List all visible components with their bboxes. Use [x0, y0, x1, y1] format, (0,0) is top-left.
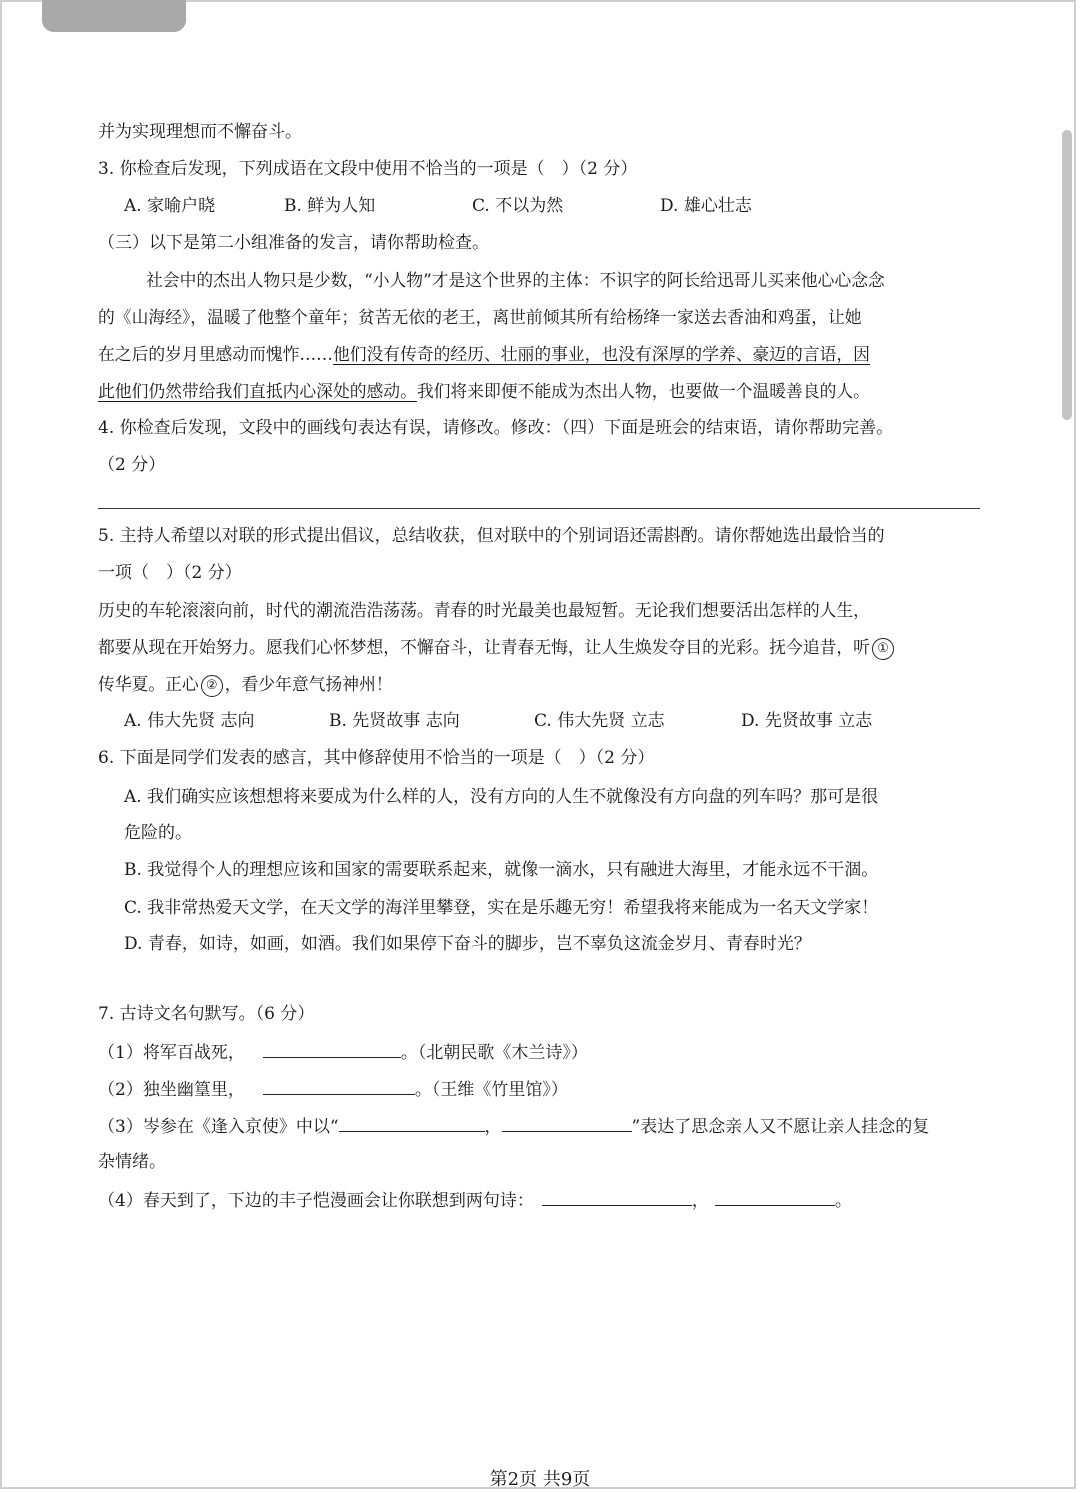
question-7-3	[98, 1113, 929, 1139]
question-5: 5. 主持人希望以对联的形式提出倡议，总结收获，但对联中的个别词语还需斟酌。请你帮她选出最恰当的	[98, 526, 885, 546]
question-5-cont: 一项（ ）（2 分）	[98, 563, 242, 583]
answer-blank[interactable]	[502, 1113, 632, 1132]
section-3-heading: （三）以下是第二小组准备的发言，请你帮助检查。	[98, 233, 489, 253]
option-c: C. 伟大先贤 立志	[534, 711, 665, 731]
question-4-score: （2 分）	[98, 455, 166, 475]
paragraph-text: 传华夏。正心	[98, 674, 199, 694]
text-line: 并为实现理想而不懈奋斗。	[98, 122, 302, 142]
question-7-1	[98, 1039, 588, 1065]
prompt-text: ，	[691, 1191, 709, 1211]
option-c: C. 不以为然	[472, 196, 564, 216]
prompt-text: （1）将军百战死，	[98, 1043, 245, 1063]
answer-blank[interactable]	[263, 1039, 401, 1058]
question-7: 7. 古诗文名句默写。（6 分）	[98, 1004, 315, 1024]
question-7-3-cont: 杂情绪。	[98, 1152, 166, 1172]
question-5-options	[124, 709, 872, 733]
option-b: B. 鲜为人知	[284, 196, 376, 216]
paragraph-text: 我们将来即便不能成为杰出人物，也要做一个温暖善良的人。	[416, 381, 870, 401]
paragraph-line: 的《山海经》，温暖了他整个童年；贫苦无依的老王，离世前倾其所有给杨绛一家送去香油和鸡蛋，让她	[98, 307, 862, 327]
scrollbar-thumb[interactable]	[1062, 130, 1072, 420]
blank-marker-2: ②	[201, 675, 223, 697]
question-6: 6. 下面是同学们发表的感言，其中修辞使用不恰当的一项是（ ）（2 分）	[98, 748, 655, 768]
prompt-text: （4）春天到了，下边的丰子恺漫画会让你联想到两句诗：	[98, 1191, 534, 1211]
option-d: D. 青春，如诗，如画，如酒。我们如果停下奋斗的脚步，岂不辜负这流金岁月、青春时光？	[124, 934, 811, 954]
underlined-sentence: 他们没有传奇的经历、壮丽的事业，也没有深厚的学养、豪迈的言语，因	[332, 344, 870, 364]
option-a: A. 伟大先贤 志向	[124, 711, 255, 731]
answer-blank[interactable]	[542, 1187, 692, 1206]
paragraph-line	[98, 672, 393, 697]
option-b: B. 先贤故事 志向	[329, 711, 460, 731]
option-c: C. 我非常热爱天文学，在天文学的海洋里攀登，实在是乐趣无穷！希望我将来能成为一名天文学家！	[124, 898, 879, 918]
answer-blank[interactable]	[263, 1076, 415, 1095]
option-a: A. 家喻户晓	[124, 196, 216, 216]
answer-line	[98, 508, 980, 509]
option-d: D. 雄心壮志	[660, 196, 752, 216]
prompt-text: 。（王维《竹里馆》）	[414, 1080, 568, 1100]
prompt-text: ”表达了思念亲人又不愿让亲人挂念的复	[631, 1117, 930, 1137]
option-a: A. 我们确实应该想想将来要成为什么样的人，没有方向的人生不就像没有方向盘的列车吗？那可是很	[124, 787, 879, 807]
page-footer: 第2页 共9页	[489, 1469, 591, 1490]
prompt-text: （2）独坐幽篁里，	[98, 1080, 245, 1100]
prompt-text: 。	[834, 1191, 852, 1211]
paragraph-line	[98, 342, 870, 366]
tab-handle[interactable]	[42, 0, 186, 32]
question-3: 3. 你检查后发现，下列成语在文段中使用不恰当的一项是（ ）（2 分）	[98, 159, 638, 179]
paragraph-line: 社会中的杰出人物只是少数，“小人物”才是这个世界的主体：不识字的阿长给迅哥儿买来他心心念念	[146, 270, 885, 290]
paragraph-text: 都要从现在开始努力。愿我们心怀梦想，不懈奋斗，让青春无悔，让人生焕发夺目的光彩。抚今追昔，听	[98, 637, 870, 657]
paragraph-line: 历史的车轮滚滚向前，时代的潮流浩浩荡荡。青春的时光最美也最短暂。无论我们想要活出怎样的人生，	[98, 600, 870, 620]
underlined-sentence: 此他们仍然带给我们直抵内心深处的感动。	[98, 381, 417, 401]
paragraph-text: 在之后的岁月里感动而愧怍……	[98, 344, 333, 364]
prompt-text: ，	[484, 1117, 502, 1137]
question-7-2	[98, 1076, 568, 1102]
paragraph-line	[98, 635, 896, 660]
option-a-cont: 危险的。	[124, 823, 192, 843]
question-4: 4. 你检查后发现，文段中的画线句表达有误，请修改。修改：（四）下面是班会的结束语，请你帮助完善。	[98, 418, 894, 438]
question-7-4	[98, 1187, 852, 1213]
prompt-text: （3）岑参在《逢入京使》中以“	[98, 1117, 339, 1137]
answer-blank[interactable]	[715, 1187, 835, 1206]
option-b: B. 我觉得个人的理想应该和国家的需要联系起来，就像一滴水，只有融进大海里，才能永远不干涸。	[124, 860, 879, 880]
answer-blank[interactable]	[339, 1113, 485, 1132]
blank-marker-1: ①	[872, 638, 894, 660]
prompt-text: 。（北朝民歌《木兰诗》）	[400, 1043, 588, 1063]
option-d: D. 先贤故事 立志	[741, 711, 873, 731]
paragraph-text: ，看少年意气扬神州！	[224, 674, 393, 694]
paragraph-line	[98, 379, 870, 403]
question-3-options	[124, 194, 752, 218]
